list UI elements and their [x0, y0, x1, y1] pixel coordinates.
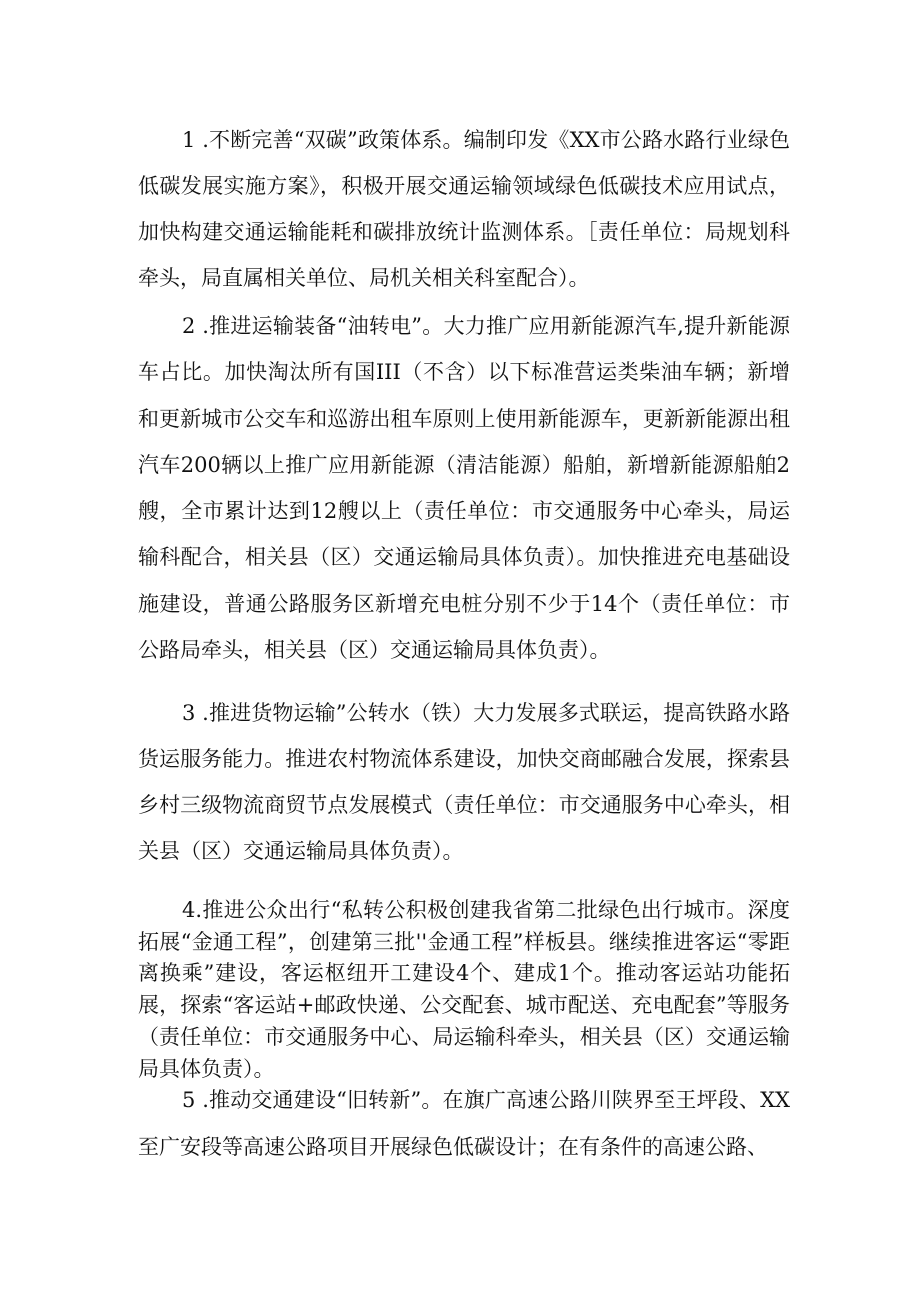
paragraph-freight-transport: 3 .推进货物运输”公转水（铁）大力发展多式联运，提高铁路水路货运服务能力。推进农村物流体系建设，加快交商邮融合发展，探索县乡村三级物流商贸节点发展模式（责任单位：市交通服务中心牵头，相关县（区）交通运输局具体负责）。	[138, 701, 790, 863]
paragraph-dual-carbon-policy: 1 .不断完善“双碳”政策体系。编制印发《XX市公路水路行业绿色低碳发展实施方案》，积极开展交通运输领域绿色低碳技术应用试点，加快构建交通运输能耗和碳排放统计监测体系。［责任单位：局规划科牵头，局直属相关单位、局机关相关科室配合）。	[138, 128, 790, 290]
paragraph-oil-to-electric: 2 .推进运输装备“油转电”。大力推广应用新能源汽车,提升新能源车占比。加快淘汰所有国III（不含）以下标准营运类柴油车辆；新增和更新城市公交车和巡游出租车原则上使用新能源车，更新新能源出租汽车200辆以上推广应用新能源（清洁能源）船舶，新增新能源船舶2艘，全市累计达到12艘以上（责任单位：市交通服务中心牵头，局运输科配合，相关县（区）交通运输局具体负责）。加快推进充电基础设施建设，普通公路服务区新增充电桩分别不少于14个（责任单位：市公路局牵头，相关县（区）交通运输局具体负责）。	[138, 314, 790, 663]
paragraph-public-travel: 4.推进公众出行“私转公积极创建我省第二批绿色出行城市。深度拓展“金通工程”，创建第三批''金通工程”样板县。继续推进客运“零距离换乘”建设，客运枢纽开工建设4个、建成1个。推动客运站功能拓展，探索“客运站+邮政快递、公交配套、城市配送、充电配套”等服务（责任单位：市交通服务中心、局运输科牵头，相关县（区）交通运输局具体负责）。	[138, 898, 790, 1081]
paragraph-construction-old-to-new: 5 .推动交通建设“旧转新”。在旗广高速公路川陕界至王坪段、XX至广安段等高速公路项目开展绿色低碳设计；在有条件的高速公路、	[138, 1088, 790, 1159]
